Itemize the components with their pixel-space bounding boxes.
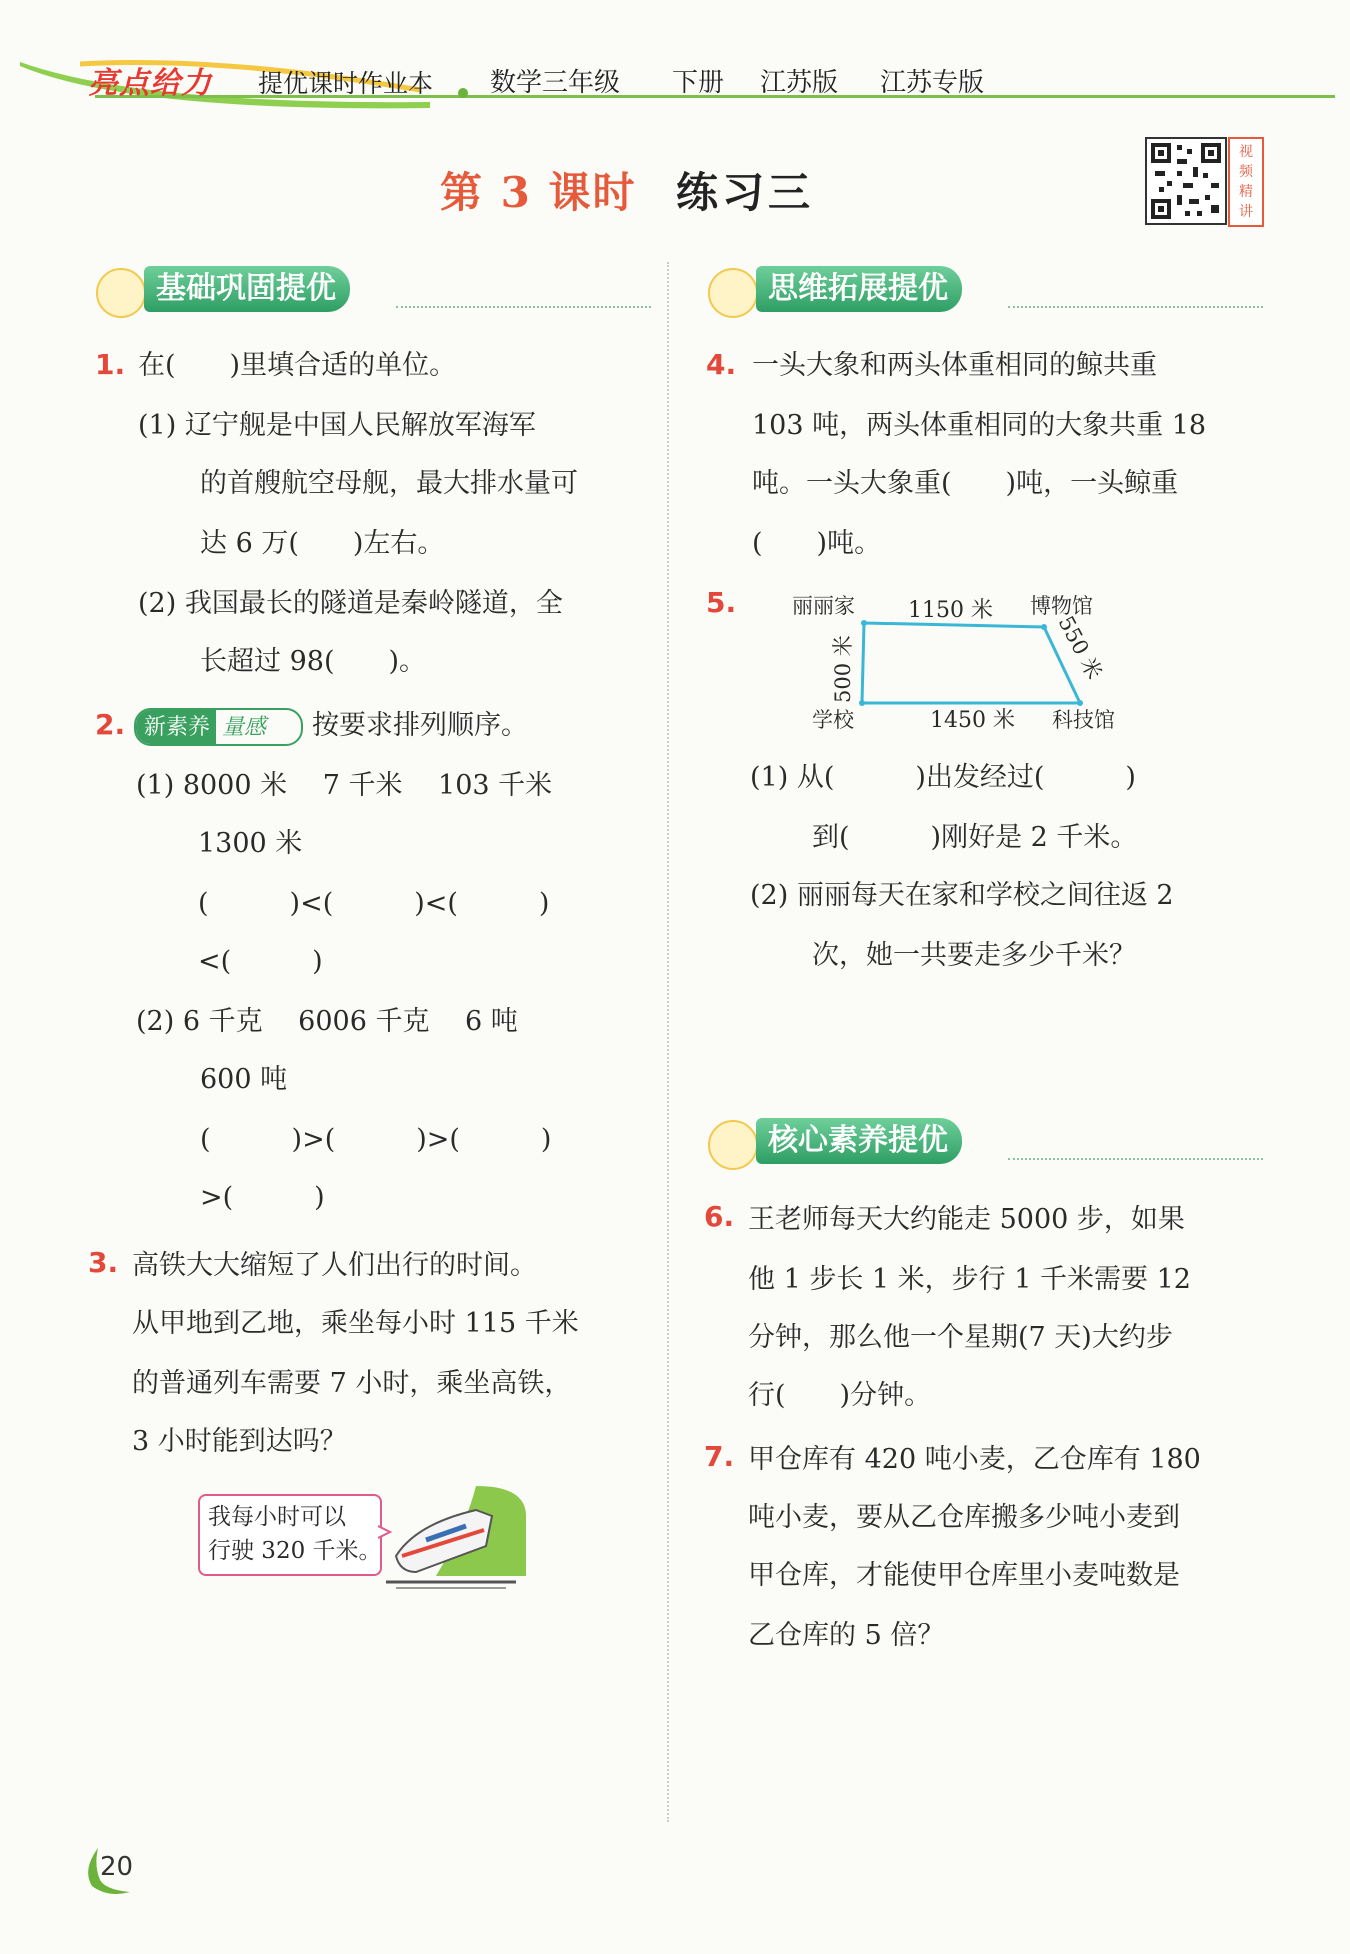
header-edition: 江苏版 [760,68,839,98]
q4-line: 一头大象和两头体重相同的鲸共重 [752,350,1157,381]
speech-bubble [198,1494,382,1576]
q6-line: 他 1 步长 1 米，步行 1 千米需要 12 [748,1264,1191,1295]
series-title: 提优课时作业本 [258,69,434,98]
section-core [708,1118,1263,1166]
section-core-label: 核心素养提优 [756,1118,962,1164]
new-literacy-tag [134,708,303,746]
q2-part2-line: (2) 6 千克 6006 千克 6 吨 [136,1006,518,1037]
map-label-home: 丽丽家 [792,594,855,618]
map-distance-left: 500 米 [831,635,855,703]
map-label-scitech: 科技馆 [1052,708,1115,732]
q5-part1-line[interactable]: 到( )刚好是 2 千米。 [812,822,1138,853]
header-subject: 数学三年级 [490,68,621,98]
q2-part2-line: 600 吨 [200,1064,288,1095]
q3-line: 高铁大大缩短了人们出行的时间。 [132,1250,537,1281]
section-basic [96,266,651,314]
q7-line: 甲仓库有 420 吨小麦，乙仓库有 180 [748,1444,1201,1475]
brand-logo: 亮点给力 [88,66,212,101]
q5-part2-line: (2) 丽丽每天在家和学校之间往返 2 [750,880,1174,911]
q6-line: 分钟，那么他一个星期(7 天)大约步 [748,1322,1173,1353]
q1-part2-line: (2) 我国最长的隧道是秦岭隧道，全 [138,588,563,619]
q5-part1-line[interactable]: (1) 从( )出发经过( ) [750,762,1136,793]
bubble-line: 行驶 320 千米。 [208,1538,382,1564]
bubble-line: 我每小时可以 [208,1504,346,1530]
map-distance-bottom: 1450 米 [930,708,1015,733]
question-number: 1. [95,348,126,381]
section-rule [1008,1158,1263,1160]
trophy-icon [708,1120,758,1170]
q4-line: 103 吨，两头体重相同的大象共重 18 [752,410,1207,441]
qr-tag-char: 讲 [1239,204,1253,220]
map-label-museum: 博物馆 [1030,594,1093,618]
q1-part1-line: 达 6 万( )左右。 [200,528,445,559]
q2-part2-answer[interactable]: >( ) [200,1182,325,1213]
tag-quantity-sense: 量感 [222,715,267,740]
question-number: 2. [95,708,126,741]
lesson-title: 练习三 [676,168,815,217]
q2-stem: 按要求排列顺序。 [312,710,528,741]
qr-tag-char: 视 [1239,144,1253,160]
q2-part1-answer[interactable]: ( )<( )<( ) [198,888,550,919]
tag-new-literacy: 新素养 [136,710,216,744]
map-distance-right: 550 米 [1053,612,1107,684]
q1-part2-line: 长超过 98( )。 [200,646,427,677]
q3-line: 的普通列车需要 7 小时，乘坐高铁， [132,1368,572,1399]
lesson-number: 第 3 课时 [440,168,637,217]
q4-line: ( )吨。 [752,528,882,559]
gear-icon [96,268,146,318]
column-divider [667,262,669,1822]
section-thinking [708,266,1263,314]
q6-line: 王老师每天大约能走 5000 步，如果 [748,1204,1185,1235]
qr-video-tag [1228,137,1264,227]
q1-part1-line: 的首艘航空母舰，最大排水量可 [200,468,578,499]
section-basic-label: 基础巩固提优 [144,266,350,312]
question-number: 5. [706,586,737,619]
train-illustration [376,1486,526,1592]
question-number: 6. [704,1200,735,1233]
q7-line: 乙仓库的 5 倍？ [748,1620,945,1651]
question-number: 3. [88,1246,119,1279]
qr-tag-char: 频 [1239,164,1253,180]
q2-part2-answer[interactable]: ( )>( )>( ) [200,1124,552,1155]
map-distance-top: 1150 米 [908,598,993,623]
question-number: 7. [704,1440,735,1473]
q2-part1-line: (1) 8000 米 7 千米 103 千米 [136,770,553,801]
map-label-school: 学校 [812,708,854,732]
header-dot [458,88,468,98]
q5-part2-line: 次，她一共要走多少千米？ [812,940,1136,971]
q3-line: 从甲地到乙地，乘坐每小时 115 千米 [132,1308,579,1339]
header-special: 江苏专版 [880,68,985,98]
q6-line: 行( )分钟。 [748,1380,932,1411]
section-thinking-label: 思维拓展提优 [756,266,962,312]
header-volume: 下册 [672,68,725,98]
q1-stem: 在( )里填合适的单位。 [138,350,457,381]
qr-code[interactable] [1145,137,1227,225]
qr-tag-char: 精 [1239,184,1253,200]
route-map [790,585,1120,735]
q2-part1-answer[interactable]: <( ) [198,946,323,977]
q1-part1-line: (1) 辽宁舰是中国人民解放军海军 [138,410,536,441]
section-rule [1008,306,1263,308]
question-number: 4. [706,348,737,381]
q3-line: 3 小时能到达吗？ [132,1426,347,1457]
page-number: 20 [100,1852,134,1882]
q4-line: 吨。一头大象重( )吨，一头鲸重 [752,468,1179,499]
section-rule [396,306,651,308]
sprout-icon [708,268,758,318]
q7-line: 甲仓库，才能使甲仓库里小麦吨数是 [748,1560,1180,1591]
q7-line: 吨小麦，要从乙仓库搬多少吨小麦到 [748,1502,1180,1533]
q2-part1-line: 1300 米 [198,828,303,859]
